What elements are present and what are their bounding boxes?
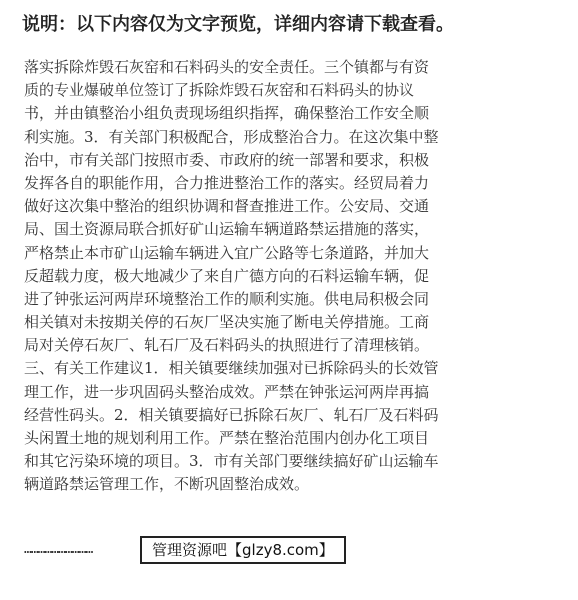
body-line: 书，并由镇整治小组负责现场组织指挥，确保整治工作安全顺 — [24, 104, 430, 123]
body-line: 经营性码头。2．相关镇要搞好已拆除石灰厂、轧石厂及石料码 — [24, 405, 439, 424]
body-line: 严格禁止本市矿山运输车辆进入宜广公路等七条道路，并加大 — [24, 243, 430, 262]
body-line: 相关镇对未按期关停的石灰厂坚决实施了断电关停措施。工商 — [24, 313, 430, 332]
footer — [24, 536, 346, 564]
body-line: 辆道路禁运管理工作，不断巩固整治成效。 — [24, 475, 310, 494]
preview-notice: 说明：以下内容仅为文字预览，详细内容请下载查看。 — [22, 14, 454, 35]
body-line: 进了钟张运河两岸环境整治工作的顺利实施。供电局积极会同 — [24, 289, 430, 308]
body-line: 和其它污染环境的项目。3．市有关部门要继续搞好矿山运输车 — [24, 452, 439, 471]
body-line: 反超载力度，极大地减少了来自广德方向的石料运输车辆，促 — [24, 266, 430, 285]
body-line: 局对关停石灰厂、轧石厂及石料码头的执照进行了清理核销。 — [24, 336, 430, 355]
document-body — [24, 56, 554, 497]
body-line: 治中，市有关部门按照市委、市政府的统一部署和要求，积极 — [24, 150, 430, 169]
body-line: 三、有关工作建议1．相关镇要继续加强对已拆除码头的长效管 — [24, 359, 439, 378]
body-line: 局、国土资源局联合抓好矿山运输车辆道路禁运措施的落实， — [24, 220, 430, 239]
body-line: 落实拆除炸毁石灰窑和石料码头的安全责任。三个镇都与有资 — [24, 58, 430, 76]
body-line: 做好这次集中整治的组织协调和督查推进工作。公安局、交通 — [24, 197, 430, 216]
body-line: 头闲置土地的规划利用工作。严禁在整治范围内创办化工项目 — [24, 429, 430, 447]
dotted-leader: ………………………… — [24, 542, 93, 557]
body-line: 利实施。3．有关部门积极配合，形成整治合力。在这次集中整 — [24, 127, 439, 146]
body-line: 理工作，进一步巩固码头整治成效。严禁在钟张运河两岸再搞 — [24, 382, 430, 401]
body-line: 质的专业爆破单位签订了拆除炸毁石灰窑和石料码头的协议 — [24, 81, 415, 100]
body-line: 发挥各自的职能作用，合力推进整治工作的落实。经贸局着力 — [24, 173, 430, 192]
source-label: 管理资源吧【glzy8.com】 — [140, 536, 346, 564]
